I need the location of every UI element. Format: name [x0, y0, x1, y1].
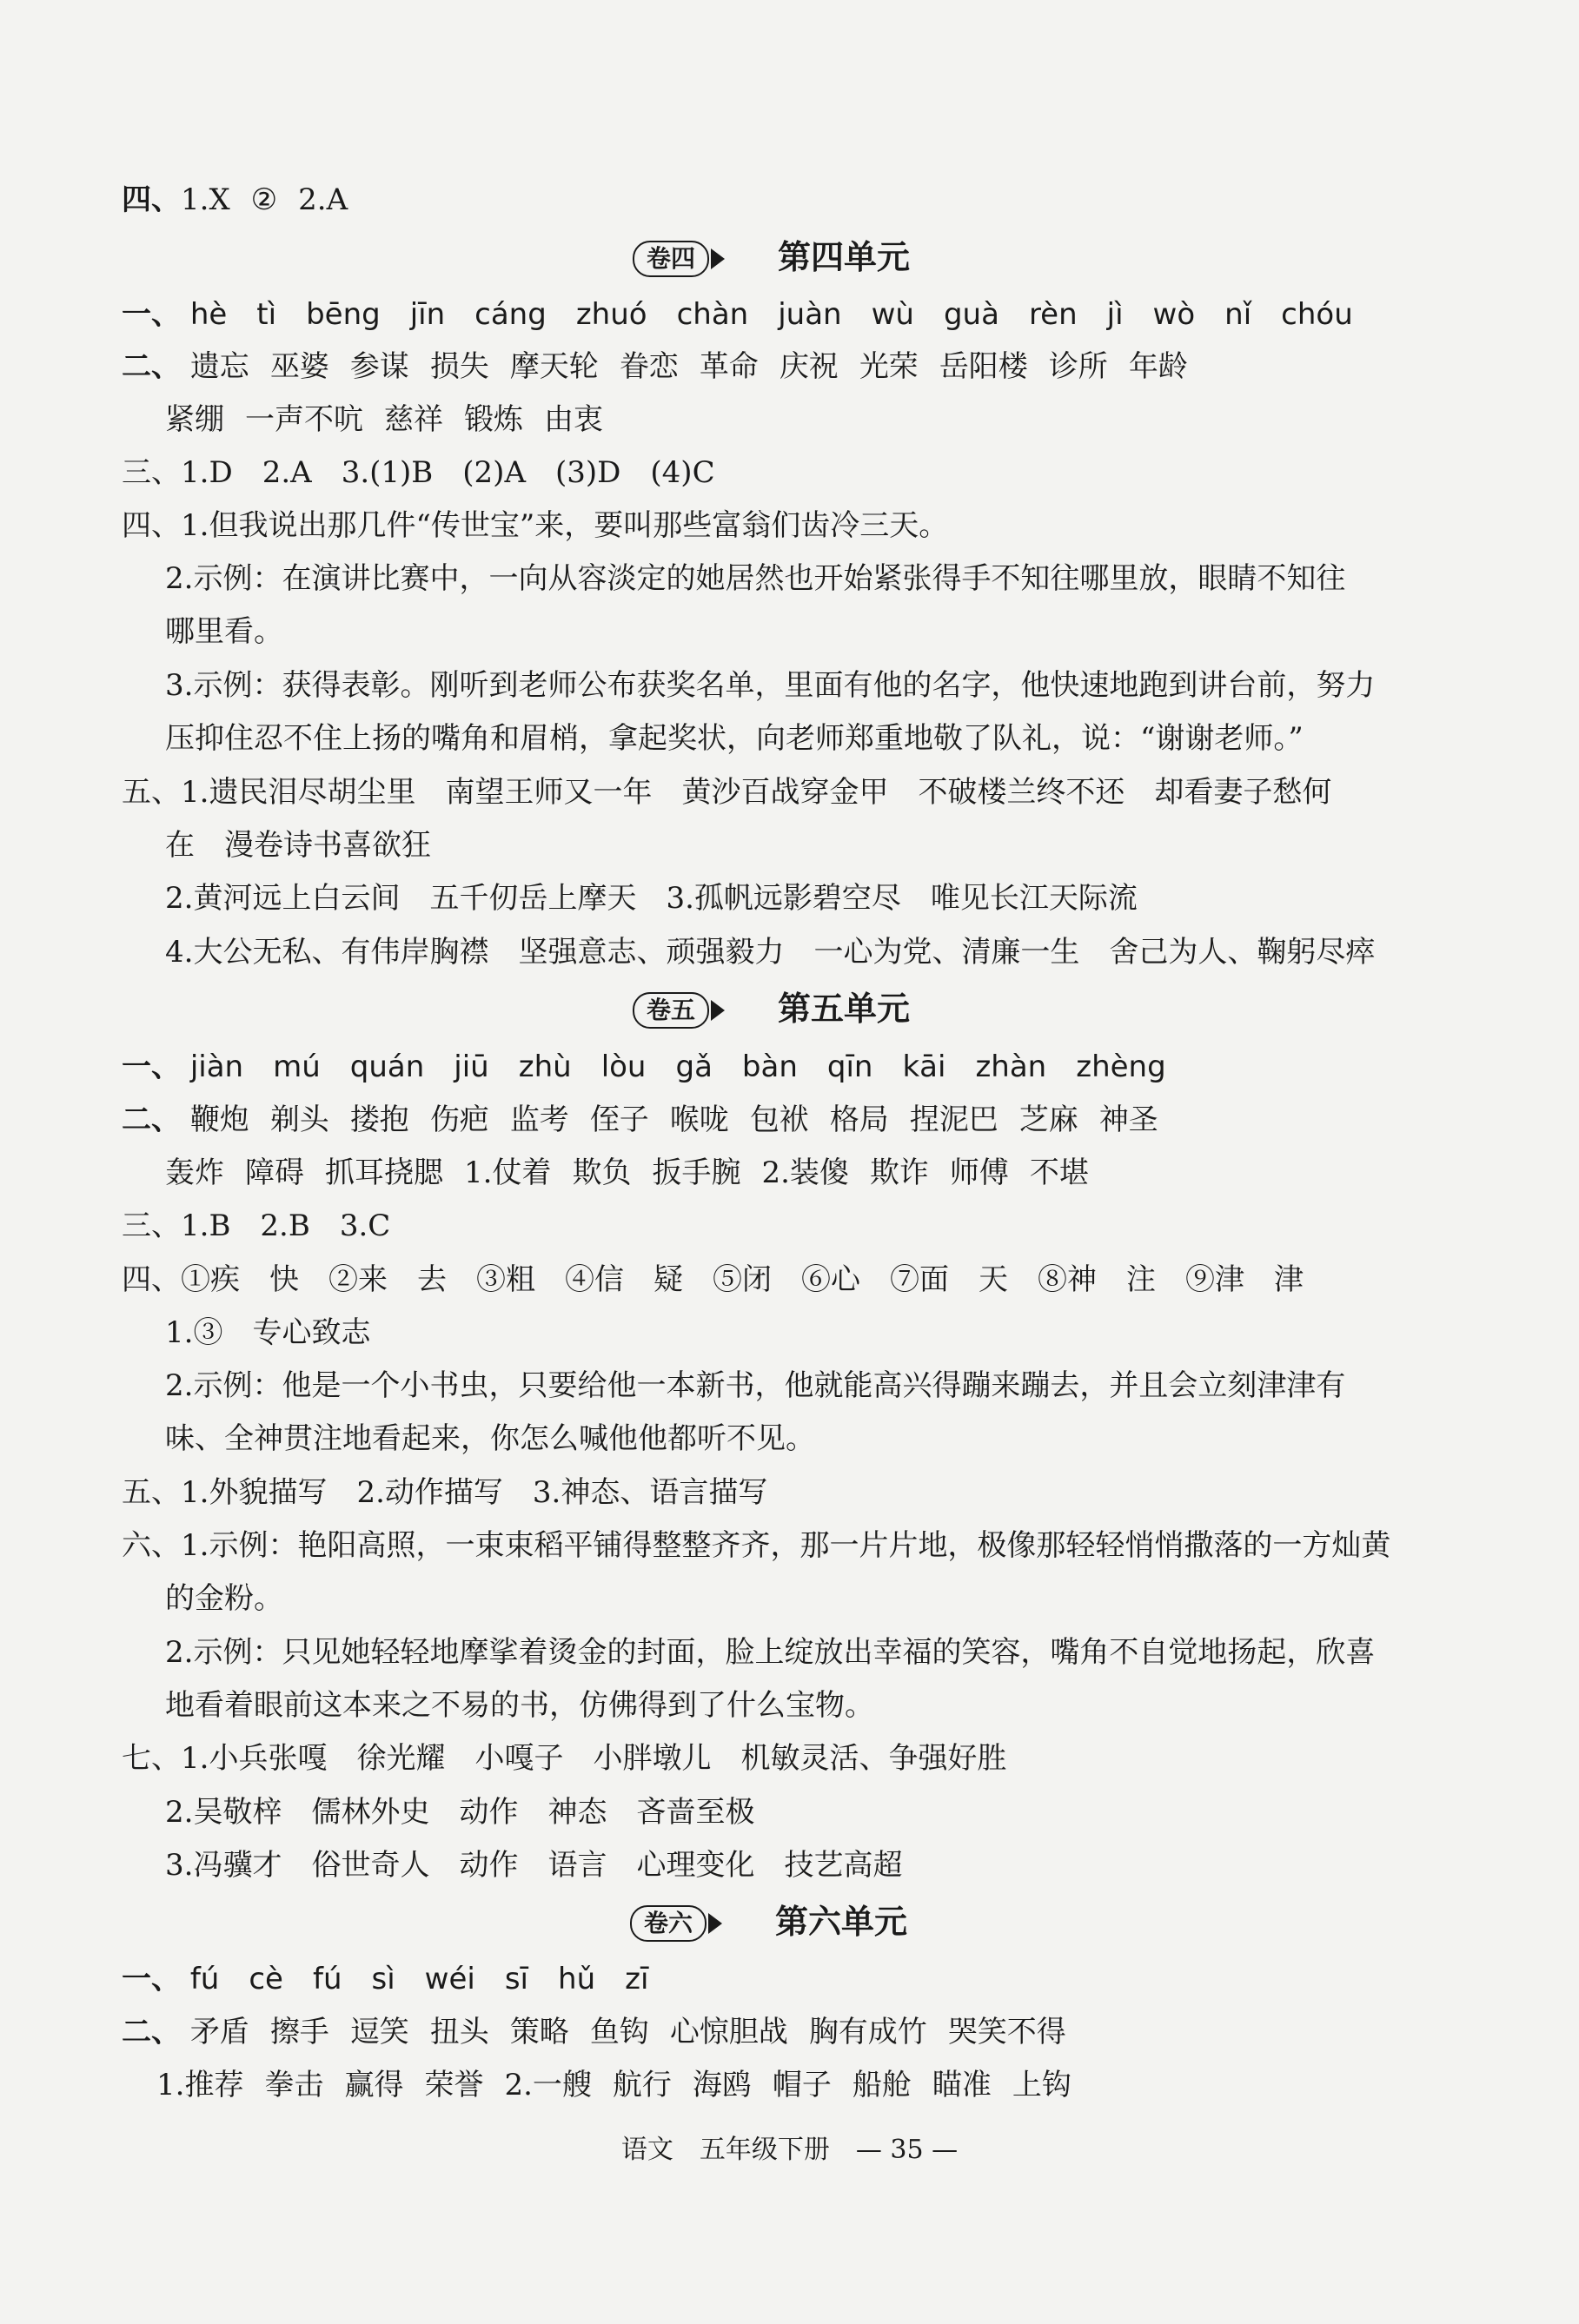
unit-badge	[630, 1905, 722, 1942]
word: 欺负	[572, 1155, 632, 1190]
words-row	[165, 1154, 1110, 1192]
word: 年龄	[1128, 349, 1188, 384]
word: 捏泥巴	[909, 1102, 998, 1137]
word: 诊所	[1048, 349, 1108, 384]
word: 矛盾	[189, 2015, 249, 2049]
answer-line: 四、①疾 快 ②来 去 ③粗 ④信 疑 ⑤闭 ⑥心 ⑦面 天 ⑧神 注 ⑨津 津	[122, 1262, 1304, 1297]
word: 摩天轮	[509, 349, 599, 384]
word: 不堪	[1029, 1155, 1089, 1190]
word: 慈祥	[384, 402, 443, 437]
word: 扭头	[429, 2015, 489, 2049]
pinyin: zī	[625, 1962, 649, 1996]
pinyin: fú	[189, 1962, 220, 1996]
words-row	[165, 401, 624, 439]
word: 1.仗着	[464, 1155, 552, 1190]
answer: 1.X	[181, 182, 230, 217]
word: 光荣	[859, 349, 919, 384]
word: 航行	[612, 2068, 672, 2102]
answer-line: 4.大公无私、有伟岸胸襟 坚强意志、顽强毅力 一心为党、清廉一生 舍己为人、鞠躬尽瘁	[165, 935, 1376, 970]
word: 拳击	[264, 2068, 324, 2102]
word: 喉咙	[669, 1102, 729, 1137]
word: 搂抱	[349, 1102, 409, 1137]
pinyin: guà	[943, 297, 999, 332]
pinyin: gǎ	[675, 1049, 713, 1084]
word: 岳阳楼	[939, 349, 1028, 384]
pinyin: fú	[312, 1962, 342, 1996]
word: 2.装傻	[761, 1155, 849, 1190]
word: 参谋	[349, 349, 409, 384]
word: 革命	[699, 349, 759, 384]
pinyin: mú	[273, 1049, 321, 1084]
pinyin: qīn	[826, 1049, 873, 1084]
pinyin: wéi	[424, 1962, 475, 1996]
word: 2.一艘	[504, 2068, 592, 2102]
pinyin: jīn	[409, 297, 446, 332]
word: 赢得	[344, 2068, 404, 2102]
words-row	[122, 2013, 1087, 2051]
pinyin-row	[122, 1048, 1196, 1086]
answer-line: 三、1.D 2.A 3.(1)B (2)A (3)D (4)C	[122, 455, 715, 490]
word: 扳手腕	[652, 1155, 741, 1190]
word: 遗忘	[189, 349, 249, 384]
pinyin: jiū	[454, 1049, 489, 1084]
word: 伤疤	[429, 1102, 489, 1137]
pinyin: zhèng	[1076, 1049, 1166, 1084]
word: 1.推荐	[156, 2068, 244, 2102]
word: 上钩	[1012, 2068, 1071, 2102]
word: 擦手	[269, 2015, 329, 2049]
word: 帽子	[772, 2068, 832, 2102]
word: 庆祝	[779, 349, 839, 384]
pinyin: chàn	[676, 297, 749, 332]
words-row	[122, 348, 1209, 386]
section-4-prev	[122, 181, 368, 219]
answer-line: 七、1.小兵张嘎 徐光耀 小嘎子 小胖墩儿 机敏灵活、争强好胜	[122, 1741, 1007, 1776]
answer-line: 3.冯骥才 俗世奇人 动作 语言 心理变化 技艺高超	[165, 1848, 903, 1883]
pinyin: zhù	[518, 1049, 572, 1084]
answer-line: 五、1.外貌描写 2.动作描写 3.神态、语言描写	[122, 1475, 768, 1510]
pinyin: lòu	[600, 1049, 647, 1084]
answer-line: 2.黄河远上白云间 五千仞岳上摩天 3.孤帆远影碧空尽 唯见长江天际流	[165, 881, 1138, 916]
words-row	[122, 1101, 1179, 1139]
word: 包袱	[749, 1102, 809, 1137]
word: 抓耳挠腮	[325, 1155, 443, 1190]
word: 剃头	[269, 1102, 329, 1137]
arrow-icon	[711, 248, 725, 269]
word: 侄子	[589, 1102, 649, 1137]
arrow-icon	[708, 1913, 722, 1934]
answer-line: 压抑住忍不住上扬的嘴角和眉梢，拿起奖状，向老师郑重地敬了队礼，说：“谢谢老师。”	[165, 721, 1304, 756]
word: 鱼钩	[589, 2015, 649, 2049]
unit-title: 第五单元	[778, 989, 911, 1028]
pinyin: rèn	[1028, 297, 1078, 332]
word: 欺诈	[869, 1155, 929, 1190]
pinyin: wù	[871, 297, 914, 332]
answer-line: 味、全神贯注地看起来，你怎么喊他他都听不见。	[165, 1421, 815, 1456]
pinyin: sì	[371, 1962, 395, 1996]
word: 轰炸	[165, 1155, 224, 1190]
word: 哭笑不得	[947, 2015, 1066, 2049]
answer-line: 2.吴敬梓 儒林外史 动作 神态 吝啬至极	[165, 1795, 755, 1830]
pinyin-row	[122, 295, 1383, 334]
pinyin: wò	[1152, 297, 1196, 332]
word: 一声不吭	[245, 402, 363, 437]
pinyin: hǔ	[558, 1962, 596, 1996]
answer: 2.A	[298, 182, 348, 217]
pinyin: zhuó	[575, 297, 647, 332]
unit-badge	[633, 992, 725, 1029]
unit-title: 第四单元	[778, 237, 911, 276]
prefix: 一、	[122, 1049, 181, 1084]
word: 锻炼	[464, 402, 523, 437]
prefix: 二、	[122, 349, 181, 384]
prefix: 四、	[122, 182, 181, 217]
words-row	[156, 2066, 1092, 2104]
pinyin: kāi	[902, 1049, 946, 1084]
pinyin: quán	[349, 1049, 425, 1084]
answer-line: 1.③ 专心致志	[165, 1315, 371, 1350]
pinyin: juàn	[778, 297, 842, 332]
word: 瞄准	[932, 2068, 992, 2102]
unit-title: 第六单元	[775, 1902, 908, 1941]
answer: ②	[250, 182, 278, 217]
answer-line: 3.示例：获得表彰。刚听到老师公布获奖名单，里面有他的名字，他快速地跑到讲台前，努力	[165, 668, 1376, 703]
word: 格局	[829, 1102, 889, 1137]
pinyin: bàn	[741, 1049, 798, 1084]
answer-line: 三、1.B 2.B 3.C	[122, 1208, 391, 1243]
word: 海鸥	[692, 2068, 752, 2102]
word: 巫婆	[269, 349, 329, 384]
pinyin: nǐ	[1224, 297, 1252, 332]
arrow-icon	[711, 1000, 725, 1021]
answer-line: 哪里看。	[165, 614, 283, 649]
badge-label: 卷五	[633, 992, 709, 1029]
pinyin: chóu	[1281, 297, 1353, 332]
answer-line: 2.示例：只见她轻轻地摩挲着烫金的封面，脸上绽放出幸福的笑容，嘴角不自觉地扬起，欣喜	[165, 1635, 1376, 1670]
prefix: 一、	[122, 297, 181, 332]
word: 监考	[509, 1102, 569, 1137]
pinyin: cè	[249, 1962, 283, 1996]
pinyin: sī	[504, 1962, 529, 1996]
prefix: 二、	[122, 2015, 181, 2049]
word: 紧绷	[165, 402, 224, 437]
word: 策略	[509, 2015, 569, 2049]
word: 鞭炮	[189, 1102, 249, 1137]
page-footer: 语文 五年级下册 — 35 —	[620, 2135, 959, 2165]
answer-line: 在 漫卷诗书喜欲狂	[165, 828, 431, 863]
word: 荣誉	[424, 2068, 484, 2102]
pinyin: jì	[1106, 297, 1124, 332]
word: 芝麻	[1018, 1102, 1078, 1137]
word: 逗笑	[349, 2015, 409, 2049]
answer-line: 地看着眼前这本来之不易的书，仿佛得到了什么宝物。	[165, 1688, 874, 1723]
pinyin: cáng	[474, 297, 547, 332]
pinyin: zhàn	[975, 1049, 1047, 1084]
answer-line: 六、1.示例：艳阳高照，一束束稻平铺得整整齐齐，那一片片地，极像那轻轻悄悄撒落的一方灿黄	[122, 1528, 1391, 1563]
pinyin: bēng	[306, 297, 381, 332]
badge-label: 卷四	[633, 241, 709, 277]
unit-badge	[633, 241, 725, 277]
word: 心惊胆战	[669, 2015, 788, 2049]
pinyin: tì	[256, 297, 277, 332]
badge-label: 卷六	[630, 1905, 707, 1942]
word: 由衷	[544, 402, 603, 437]
answer-line: 2.示例：他是一个小书虫，只要给他一本新书，他就能高兴得蹦来蹦去，并且会立刻津津有	[165, 1368, 1346, 1403]
word: 神圣	[1098, 1102, 1158, 1137]
pinyin: jiàn	[189, 1049, 244, 1084]
answer-line: 的金粉。	[165, 1581, 283, 1616]
word: 损失	[429, 349, 489, 384]
pinyin-row	[122, 1960, 678, 1998]
prefix: 二、	[122, 1102, 181, 1137]
answer-line: 2.示例：在演讲比赛中，一向从容淡定的她居然也开始紧张得手不知往哪里放，眼睛不知往	[165, 561, 1346, 596]
answer-line: 四、1.但我说出那几件“传世宝”来，要叫那些富翁们齿冷三天。	[122, 508, 949, 543]
word: 障碍	[245, 1155, 304, 1190]
pinyin: hè	[189, 297, 228, 332]
word: 眷恋	[619, 349, 679, 384]
word: 船舱	[852, 2068, 912, 2102]
answer-line: 五、1.遗民泪尽胡尘里 南望王师又一年 黄沙百战穿金甲 不破楼兰终不还 却看妻子愁何	[122, 775, 1332, 810]
prefix: 一、	[122, 1962, 181, 1996]
word: 胸有成竹	[808, 2015, 927, 2049]
word: 师傅	[949, 1155, 1009, 1190]
